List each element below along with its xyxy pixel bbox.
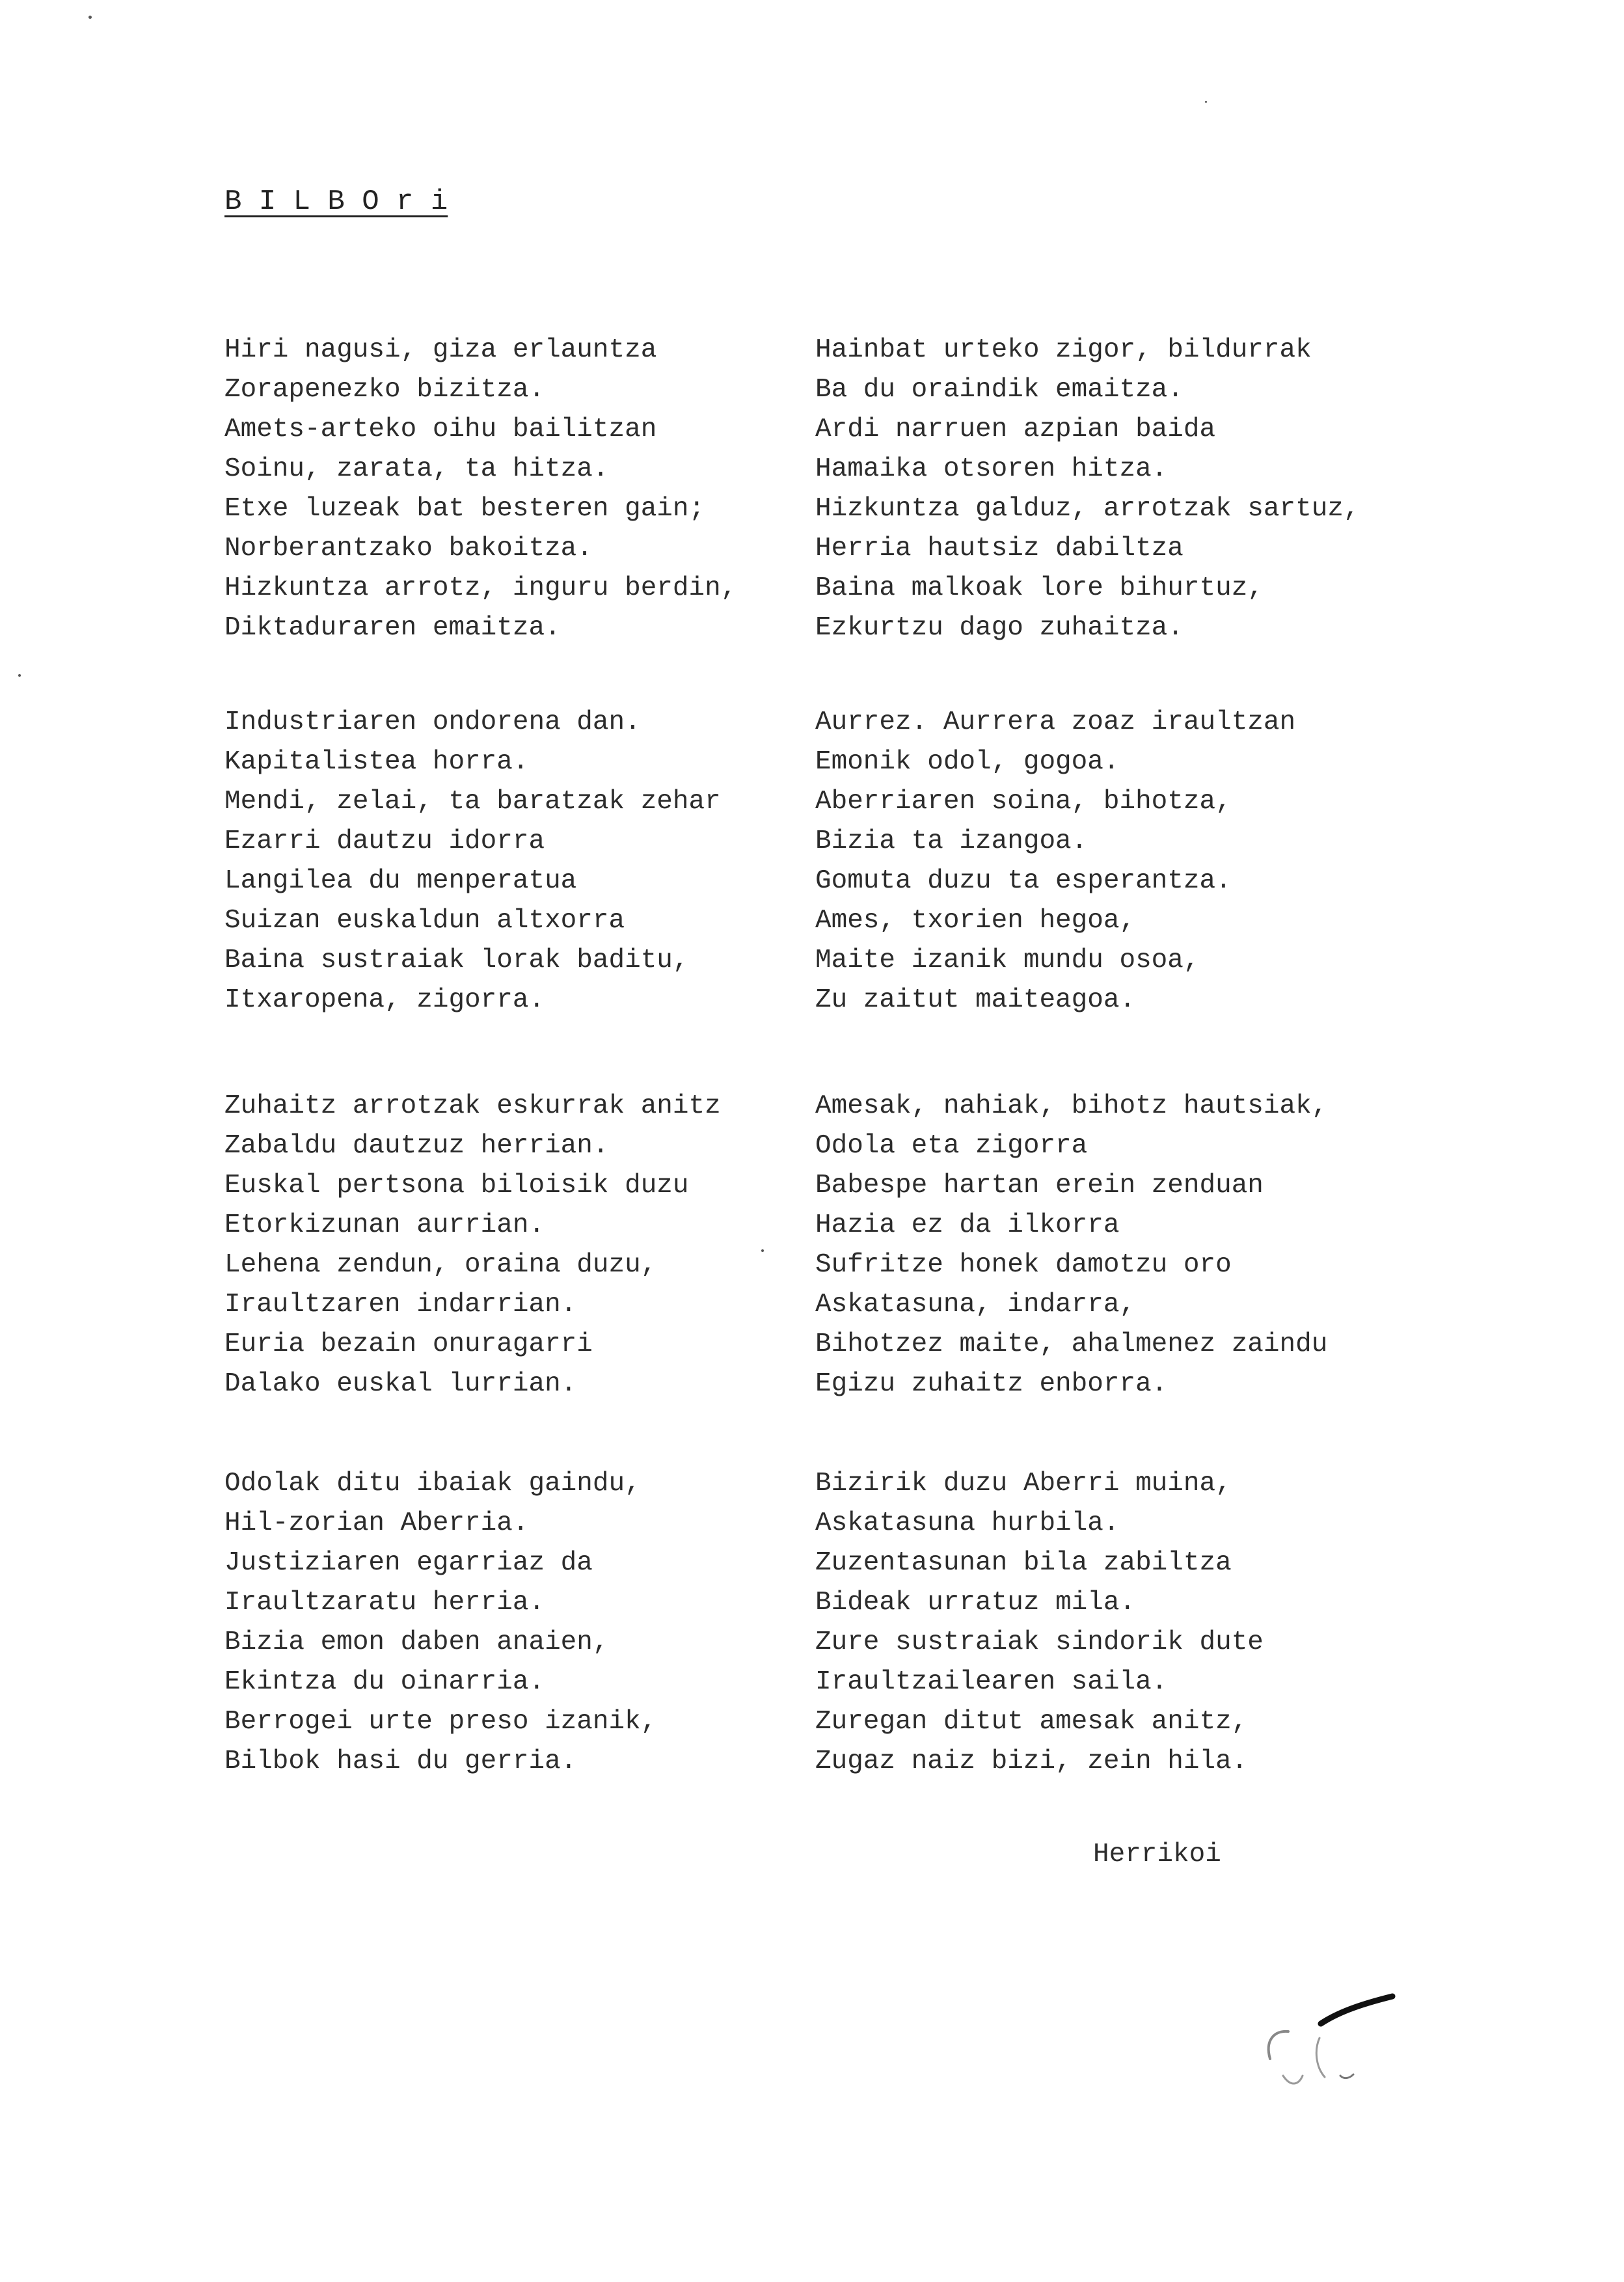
handwritten-mark-icon — [1210, 1978, 1405, 2121]
paper-speck — [761, 1249, 764, 1252]
verse-line: Hizkuntza galduz, arrotzak sartuz, — [815, 494, 1360, 524]
verse-line: Etxe luzeak bat besteren gain; — [224, 494, 705, 524]
verse-line: Iraultzaratu herria. — [224, 1588, 545, 1618]
verse-line: Lehena zendun, oraina duzu, — [224, 1250, 657, 1280]
verse-line: Amesak, nahiak, bihotz hautsiak, — [815, 1091, 1328, 1121]
stanza-left-1 — [224, 331, 737, 648]
verse-line: Bilbok hasi du gerria. — [224, 1746, 577, 1776]
paper-speck — [88, 16, 92, 19]
verse-line: Ames, txorien hegoa, — [815, 906, 1136, 936]
verse-line: Suizan euskaldun altxorra — [224, 906, 625, 936]
paper-speck — [1205, 101, 1207, 103]
verse-line: Itxaropena, zigorra. — [224, 985, 545, 1015]
verse-line: Ezarri dautzu idorra — [224, 826, 545, 856]
verse-line: Ba du oraindik emaitza. — [815, 375, 1184, 405]
verse-line: Gomuta duzu ta esperantza. — [815, 866, 1232, 896]
verse-line: Hiri nagusi, giza erlauntza — [224, 335, 657, 365]
verse-line: Maite izanik mundu osoa, — [815, 945, 1200, 975]
verse-line: Bizia ta izangoa. — [815, 826, 1088, 856]
verse-line: Baina sustraiak lorak baditu, — [224, 945, 689, 975]
verse-line: Kapitalistea horra. — [224, 747, 529, 777]
verse-line: Zu zaitut maiteagoa. — [815, 985, 1136, 1015]
verse-line: Bizia emon daben anaien, — [224, 1627, 609, 1657]
verse-line: Industriaren ondorena dan. — [224, 707, 641, 737]
verse-line: Langilea du menperatua — [224, 866, 577, 896]
verse-line: Etorkizunan aurrian. — [224, 1210, 545, 1240]
verse-line: Berrogei urte preso izanik, — [224, 1707, 657, 1737]
verse-line: Odola eta zigorra — [815, 1131, 1088, 1161]
verse-line: Amets-arteko oihu bailitzan — [224, 414, 657, 444]
verse-line: Zorapenezko bizitza. — [224, 375, 545, 405]
verse-line: Hainbat urteko zigor, bildurrak — [815, 335, 1312, 365]
verse-line: Aurrez. Aurrera zoaz iraultzan — [815, 707, 1296, 737]
author-signature: Herrikoi — [1093, 1840, 1221, 1869]
stanza-left-4 — [224, 1464, 656, 1782]
verse-line: Mendi, zelai, ta baratzak zehar — [224, 787, 721, 817]
verse-line: Egizu zuhaitz enborra. — [815, 1369, 1168, 1399]
verse-line: Baina malkoak lore bihurtuz, — [815, 573, 1264, 603]
verse-line: Emonik odol, gogoa. — [815, 747, 1120, 777]
verse-line: Babespe hartan erein zenduan — [815, 1171, 1264, 1201]
verse-line: Zuzentasunan bila zabiltza — [815, 1548, 1232, 1578]
verse-line: Ardi narruen azpian baida — [815, 414, 1216, 444]
verse-line: Askatasuna, indarra, — [815, 1290, 1136, 1320]
verse-line: Ezkurtzu dago zuhaitza. — [815, 613, 1184, 643]
verse-line: Aberriaren soina, bihotza, — [815, 787, 1232, 817]
verse-line: Bihotzez maite, ahalmenez zaindu — [815, 1329, 1328, 1359]
verse-line: Dalako euskal lurrian. — [224, 1369, 577, 1399]
poem-title: B I L B O r i — [224, 185, 448, 218]
verse-line: Zure sustraiak sindorik dute — [815, 1627, 1264, 1657]
verse-line: Zuregan ditut amesak anitz, — [815, 1707, 1248, 1737]
verse-line: Herria hautsiz dabiltza — [815, 534, 1184, 564]
verse-line: Norberantzako bakoitza. — [224, 534, 593, 564]
verse-line: Odolak ditu ibaiak gaindu, — [224, 1469, 641, 1499]
verse-line: Diktaduraren emaitza. — [224, 613, 561, 643]
verse-line: Soinu, zarata, ta hitza. — [224, 454, 609, 484]
verse-line: Euria bezain onuragarri — [224, 1329, 593, 1359]
stanza-right-1 — [815, 331, 1360, 648]
verse-line: Zugaz naiz bizi, zein hila. — [815, 1746, 1248, 1776]
verse-line: Hizkuntza arrotz, inguru berdin, — [224, 573, 737, 603]
stanza-right-4 — [815, 1464, 1264, 1782]
verse-line: Askatasuna hurbila. — [815, 1508, 1120, 1538]
paper-speck — [18, 674, 21, 677]
verse-line: Hamaika otsoren hitza. — [815, 454, 1168, 484]
stanza-left-3 — [224, 1087, 721, 1404]
verse-line: Hazia ez da ilkorra — [815, 1210, 1120, 1240]
verse-line: Sufritze honek damotzu oro — [815, 1250, 1232, 1280]
stanza-left-2 — [224, 703, 721, 1020]
verse-line: Ekintza du oinarria. — [224, 1667, 545, 1697]
verse-line: Iraultzailearen saila. — [815, 1667, 1168, 1697]
verse-line: Hil-zorian Aberria. — [224, 1508, 529, 1538]
verse-line: Zabaldu dautzuz herrian. — [224, 1131, 609, 1161]
verse-line: Iraultzaren indarrian. — [224, 1290, 577, 1320]
verse-line: Zuhaitz arrotzak eskurrak anitz — [224, 1091, 721, 1121]
stanza-right-2 — [815, 703, 1295, 1020]
verse-line: Justiziaren egarriaz da — [224, 1548, 593, 1578]
verse-line: Bideak urratuz mila. — [815, 1588, 1136, 1618]
stanza-right-3 — [815, 1087, 1327, 1404]
verse-line: Euskal pertsona biloisik duzu — [224, 1171, 689, 1201]
verse-line: Bizirik duzu Aberri muina, — [815, 1469, 1232, 1499]
